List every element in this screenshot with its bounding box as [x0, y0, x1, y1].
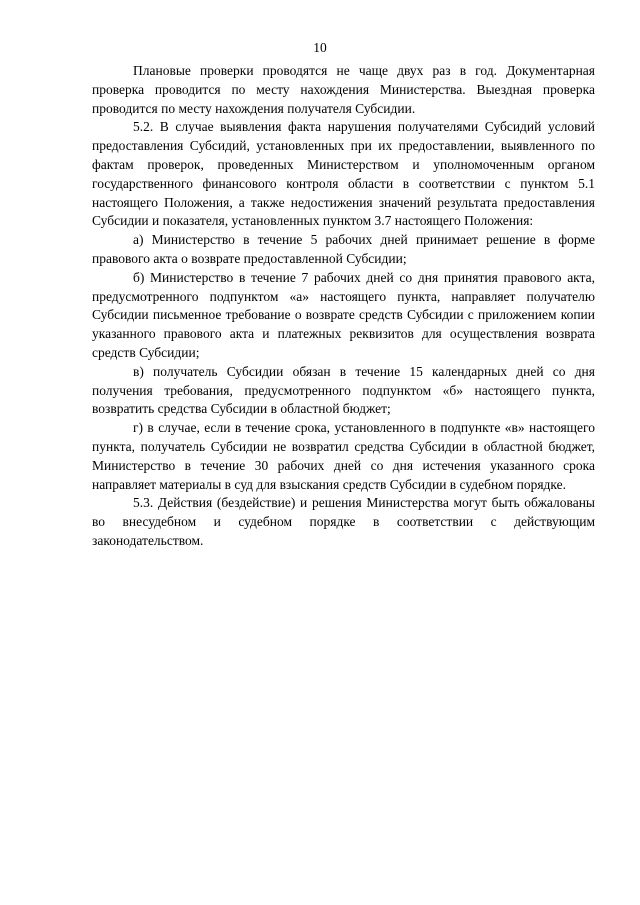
document-body — [92, 62, 595, 551]
paragraph-5-2-g: г) в случае, если в течение срока, установленного в подпункте «в» настоящего пункта, получатель Субсидии не возвратил средства Субсидии в областной бюджет, Министерство в течение 30 рабочих дней со дня истечения указанного срока направляет материалы в суд для взыскания средств Субсидии в судебном порядке. — [92, 420, 595, 492]
paragraph-5-3: 5.3. Действия (бездействие) и решения Министерства могут быть обжалованы во внесудебном и судебном порядке в соответствии с действующим законодательством. — [92, 495, 595, 548]
paragraph-5-2-v: в) получатель Субсидии обязан в течение 15 календарных дней со дня получения требования, предусмотренного подпунктом «б» настоящего пункта, возвратить средства Субсидии в областной бюджет; — [92, 363, 595, 417]
page-number: 10 — [313, 40, 327, 55]
paragraph-5-2: 5.2. В случае выявления факта нарушения получателями Субсидий условий предоставления Субсидий, установленных при их предоставлении, выявленного по фактам проверок, проведенных Министерством и уполномоченным органом государственного финансового контроля области в соответствии с пунктом 5.1 настоящего Положения, а также недостижения значений результата предоставления Субсидии и показателя, установленных пунктом 3.7 настоящего Положения: — [92, 119, 595, 229]
paragraph-5-2-b: б) Министерство в течение 7 рабочих дней со дня принятия правового акта, предусмотренного подпунктом «а» настоящего пункта, направляет получателю Субсидии письменное требование о возврате средств Субсидии с приложением копии указанного правового акта и платежных реквизитов для осуществления возврата средств Субсидии; — [92, 269, 595, 360]
paragraph-planned-inspections: Плановые проверки проводятся не чаще двух раз в год. Документарная проверка проводится по месту нахождения Министерства. Выездная проверка проводится по месту нахождения получателя Субсидии. — [92, 63, 595, 116]
paragraph-5-2-a: а) Министерство в течение 5 рабочих дней принимает решение в форме правового акта о возврате предоставленной Субсидии; — [92, 232, 595, 266]
